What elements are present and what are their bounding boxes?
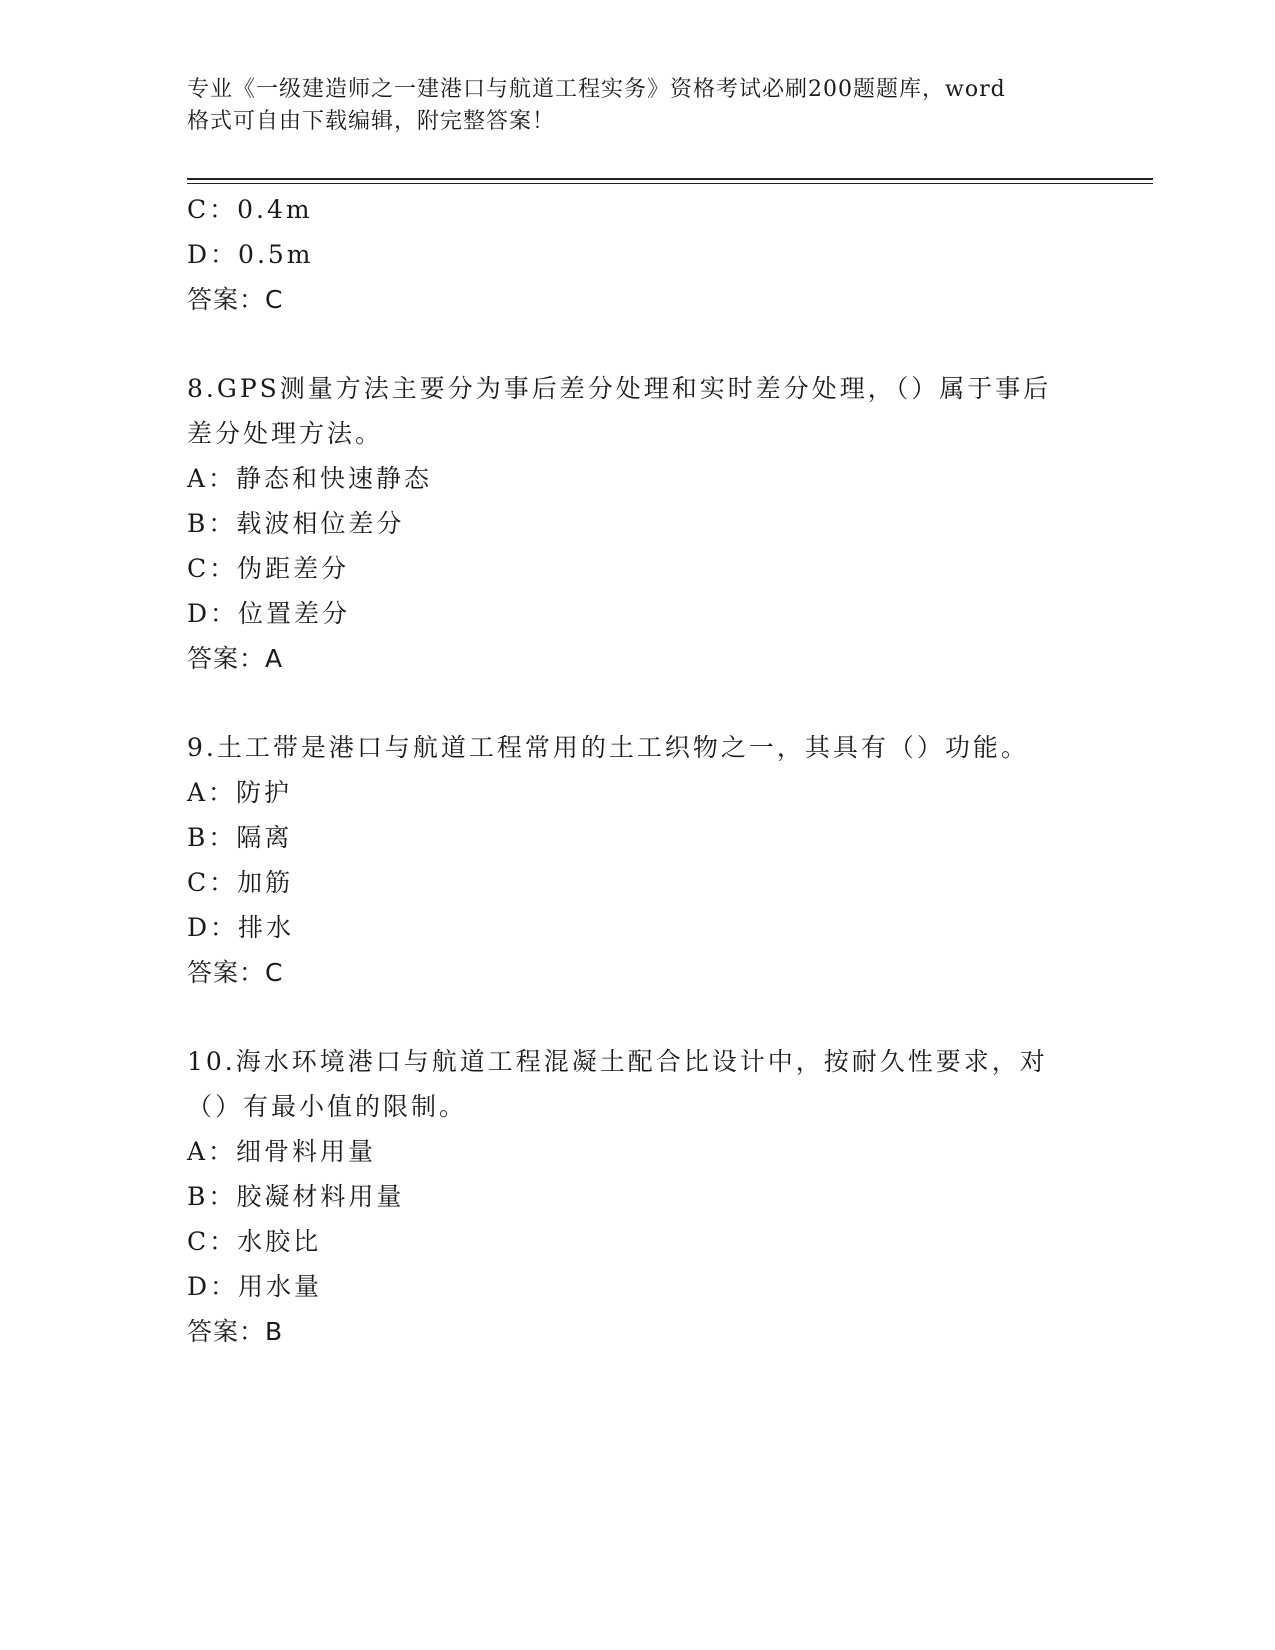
prev-answer: 答案：C — [187, 285, 284, 314]
header-title-line-1: 专业《一级建造师之一建港口与航道工程实务》资格考试必刷200题题库，word — [187, 77, 1006, 102]
q10-option-b: B：胶凝材料用量 — [187, 1182, 405, 1211]
q10-answer: 答案：B — [187, 1317, 284, 1346]
q10-stem-line-1: 10.海水环境港口与航道工程混凝土配合比设计中，按耐久性要求，对 — [187, 1047, 1048, 1076]
header-title-line-2: 格式可自由下载编辑，附完整答案！ — [187, 109, 556, 134]
q10-option-c: C：水胶比 — [187, 1227, 322, 1256]
q9-option-b: B：隔离 — [187, 823, 293, 852]
header-divider-thick — [187, 178, 1153, 180]
q9-option-a: A：防护 — [187, 778, 293, 807]
page-header — [187, 74, 1067, 138]
q9-answer: 答案：C — [187, 958, 284, 987]
q8-option-d: D：位置差分 — [187, 599, 351, 628]
prev-option-d: D：0.5m — [187, 240, 314, 269]
q9-stem-line-1: 9.土工带是港口与航道工程常用的土工织物之一，其具有（）功能。 — [187, 733, 1029, 762]
q9-option-c: C：加筋 — [187, 868, 294, 897]
q8-option-a: A：静态和快速静态 — [187, 464, 433, 493]
q8-option-b: B：载波相位差分 — [187, 509, 405, 538]
q8-stem-line-2: 差分处理方法。 — [187, 419, 384, 448]
header-divider-thin — [187, 183, 1153, 184]
q10-option-d: D：用水量 — [187, 1272, 323, 1301]
q8-answer: 答案：A — [187, 644, 284, 673]
q8-option-c: C：伪距差分 — [187, 554, 350, 583]
q9-option-d: D：排水 — [187, 913, 295, 942]
q8-stem-line-1: 8.GPS测量方法主要分为事后差分处理和实时差分处理，（）属于事后 — [187, 374, 1052, 403]
prev-option-c: C：0.4m — [187, 195, 313, 224]
q10-stem-line-2: （）有最小值的限制。 — [187, 1092, 468, 1121]
q10-option-a: A：细骨料用量 — [187, 1137, 377, 1166]
